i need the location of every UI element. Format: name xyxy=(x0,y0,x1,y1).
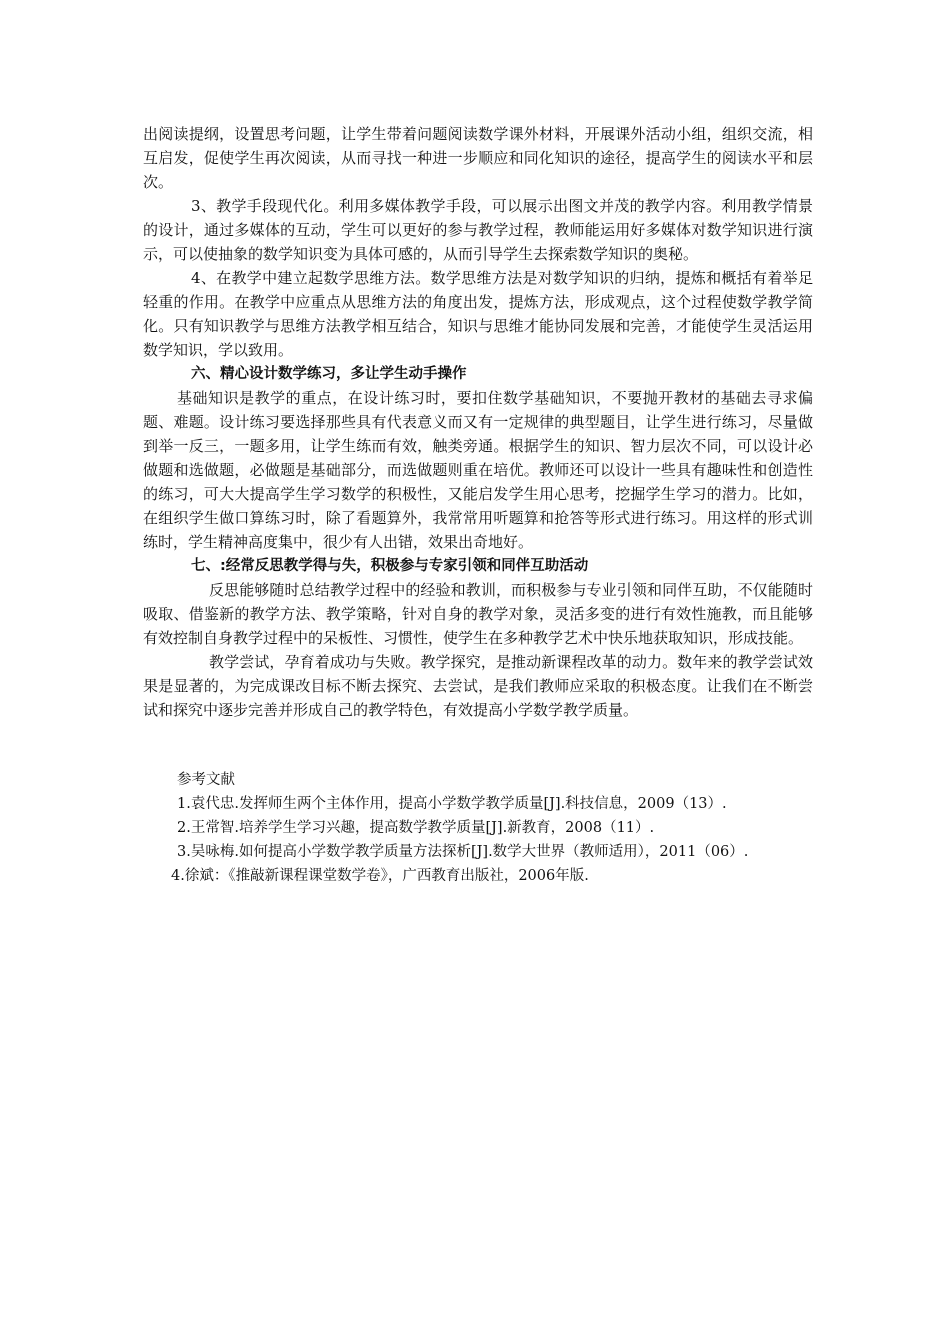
references-title: 参考文献 xyxy=(177,772,235,788)
reference-item-3: 3.吴咏梅.如何提高小学数学教学质量方法探析[J].数学大世界（教师适用），2011（06）. xyxy=(177,844,749,860)
reference-item-1: 1.袁代忠.发挥师生两个主体作用，提高小学数学教学质量[J].科技信息，2009（13）. xyxy=(177,796,727,812)
paragraph-exercises: 基础知识是教学的重点，在设计练习时，要扣住数学基础知识，不要抛开教材的基础去寻求偏题、难题。设计练习要选择那些具有代表意义而又有一定规律的典型题目，让学生进行练习，尽量做到举一反三，一题多用，让学生练而有效，触类旁通。根据学生的知识、智力层次不同，可以设计必做题和选做题，必做题是基础部分，而选做题则重在培优。教师还可以设计一些具有趣味性和创造性的练习，可大大提高学生学习数学的积极性，又能启发学生用心思考，挖掘学生学习的潜力。比如，在组织学生做口算练习时，除了看题算外，我常常用听题算和抢答等形式进行练习。用这样的形式训练时，学生精神高度集中，很少有人出错，效果出奇地好。 xyxy=(143,389,813,551)
paragraph-reflection: 反思能够随时总结教学过程中的经验和教训，而积极参与专业引领和同伴互助，不仅能随时吸取、借鉴新的教学方法、教学策略，针对自身的教学对象，灵活多变的进行有效性施教，而且能够有效控制自身教学过程中的呆板性、习惯性，使学生在多种教学艺术中快乐地获取知识，形成技能。 xyxy=(143,581,813,647)
section-heading-six: 六、精心设计数学练习，多让学生动手操作 xyxy=(191,366,467,382)
reference-item-4: 4.徐斌：《推敲新课程课堂数学卷》，广西教育出版社，2006年版. xyxy=(171,868,589,884)
paragraph-multimedia: 3、教学手段现代化。利用多媒体教学手段，可以展示出图文并茂的教学内容。利用教学情景的设计，通过多媒体的互动，学生可以更好的参与教学过程，教师能运用好多媒体对数学知识进行演示，可以使抽象的数学知识变为具体可感的，从而引导学生去探索数学知识的奥秘。 xyxy=(143,197,813,263)
references-section xyxy=(143,768,813,888)
document-page xyxy=(143,122,813,888)
paragraph-conclusion: 教学尝试，孕育着成功与失败。教学探究，是推动新课程改革的动力。数年来的教学尝试效果是显著的，为完成课改目标不断去探究、去尝试，是我们教师应采取的积极态度。让我们在不断尝试和探究中逐步完善并形成自己的教学特色，有效提高小学数学教学质量。 xyxy=(143,653,813,719)
reference-item-2: 2.王常智.培养学生学习兴趣，提高数学教学质量[J].新教育，2008（11）. xyxy=(177,820,655,836)
section-heading-seven: 七、:经常反思教学得与失，积极参与专家引领和同伴互助活动 xyxy=(191,558,589,574)
paragraph-thinking-methods: 4、在教学中建立起数学思维方法。数学思维方法是对数学知识的归纳，提炼和概括有着举足轻重的作用。在教学中应重点从思维方法的角度出发，提炼方法，形成观点，这个过程使数学教学简化。只有知识教学与思维方法教学相互结合，知识与思维才能协同发展和完善，才能使学生灵活运用数学知识，学以致用。 xyxy=(143,269,813,359)
paragraph-reading-outline: 出阅读提纲，设置思考问题，让学生带着问题阅读数学课外材料，开展课外活动小组，组织交流，相互启发，促使学生再次阅读，从而寻找一种进一步顺应和同化知识的途径，提高学生的阅读水平和层次。 xyxy=(143,125,813,191)
